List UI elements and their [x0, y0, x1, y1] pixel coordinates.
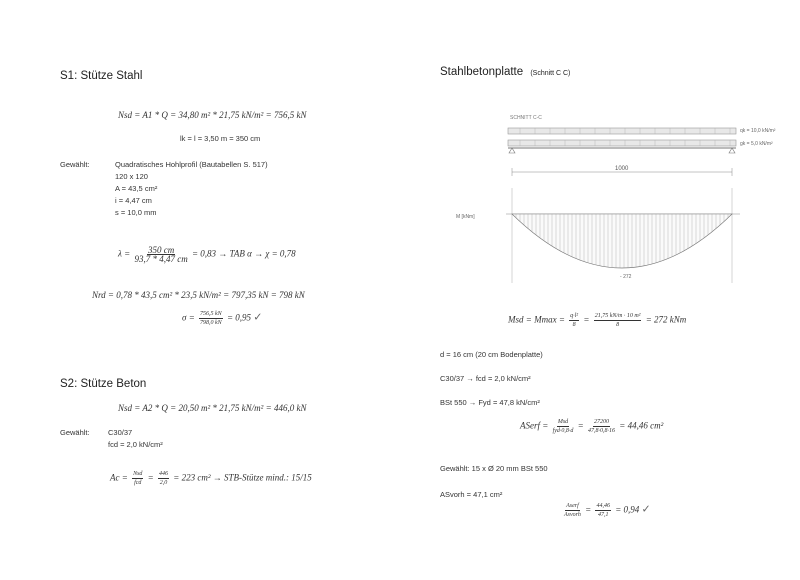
s1-normal-force-equation: Nsd = A1 * Q = 34,80 m² * 21,75 kN/m² = 756,5 kN: [118, 110, 307, 120]
s3-steel-line: BSt 550 → Fyd = 47,8 kN/cm²: [440, 398, 540, 407]
moment-axis-label: M [kNm]: [456, 214, 475, 220]
as-numerator-numeric: 27200: [594, 419, 609, 425]
right-support-icon: [729, 148, 735, 153]
as-result: = 44,46 cm²: [619, 420, 664, 431]
equals-sign: =: [583, 314, 590, 325]
moment-max-value: 272: [623, 274, 632, 280]
s1-buckling-length: lk = l = 3,50 m = 350 cm: [180, 134, 261, 143]
s3-moment-equation: [508, 312, 686, 329]
as-denominator-symbolic: fyd·0,8·d: [552, 428, 574, 434]
ac-denominator-numeric: 2,0: [159, 480, 168, 486]
as-denominator-numeric: 47,8·0,8·16: [588, 428, 615, 434]
s2-gewaehlt-label: Gewählt:: [60, 428, 90, 437]
s1-slenderness-equation: [118, 246, 296, 263]
s2-heading: S2: Stütze Beton: [60, 378, 147, 390]
sigma-prefix: σ =: [182, 312, 195, 323]
s3-reinforcement-equation: [520, 418, 663, 435]
ratio-fraction-symbolic: [564, 502, 581, 519]
s2-area-equation: [110, 470, 312, 487]
s1-profile-radius: i = 4,47 cm: [115, 196, 152, 205]
ac-numerator-symbolic: Nsd: [133, 471, 143, 477]
as-numerator-symbolic: Msd: [557, 419, 569, 425]
checkmark-icon: ✓: [253, 311, 263, 324]
diagram-title: SCHNITT C-C: [510, 115, 542, 121]
load-diagram: [470, 110, 780, 185]
ac-fraction-symbolic: [132, 470, 143, 487]
s1-profile-size: 120 x 120: [115, 172, 148, 181]
msd-denominator-symbolic: 8: [572, 322, 576, 328]
left-support-icon: [509, 148, 515, 153]
live-load-block: [508, 128, 736, 134]
s1-resistance-equation: Nrd = 0,78 * 43,5 cm² * 23,5 kN/m² = 797,35 kN = 798 kN: [92, 290, 305, 300]
s1-gewaehlt-label: Gewählt:: [60, 160, 90, 169]
msd-fraction-numeric: [594, 312, 642, 329]
ac-fraction-numeric: [158, 470, 169, 487]
ac-numerator-numeric: 446: [159, 471, 168, 477]
lambda-fraction: [134, 246, 187, 263]
s3-concrete-line: C30/37 → fcd = 2,0 kN/cm²: [440, 374, 531, 383]
msd-numerator-symbolic: q·l²: [570, 313, 579, 319]
s3-provided-area: ASvorh = 47,1 cm²: [440, 490, 503, 499]
span-label: 1000: [615, 166, 629, 172]
s2-concrete-class: C30/37: [108, 428, 133, 437]
as-prefix: ASerf =: [520, 420, 549, 431]
equals-sign: =: [577, 420, 584, 431]
ac-denominator-symbolic: fcd: [134, 480, 142, 486]
dead-load-label: gk = 5,0 kN/m²: [740, 141, 773, 147]
s1-profile-name: Quadratisches Hohlprofil (Bautabellen S. 517): [115, 160, 268, 169]
s3-subtitle: (Schnitt C C): [530, 70, 571, 77]
s2-normal-force-equation: Nsd = A2 * Q = 20,50 m² * 21,75 kN/m² = 446,0 kN: [118, 403, 307, 413]
lambda-denominator: 93,7 * 4,47 cm: [134, 254, 188, 264]
sigma-fraction: [199, 310, 223, 327]
s1-profile-area: A = 43,5 cm²: [115, 184, 158, 193]
as-fraction-numeric: [588, 418, 615, 435]
s3-title: Stahlbetonplatte: [440, 66, 524, 78]
msd-fraction-symbolic: [569, 312, 579, 329]
s2-design-strength: fcd = 2,0 kN/cm²: [108, 440, 163, 449]
ac-prefix: Ac =: [110, 472, 128, 483]
ratio-numerator-symbolic: Aserf: [566, 503, 579, 509]
ratio-numerator-numeric: 44,46: [596, 503, 610, 509]
as-fraction-symbolic: [553, 418, 574, 435]
msd-denominator-numeric: 8: [616, 322, 620, 328]
s3-chosen-reinforcement: Gewählt: 15 x Ø 20 mm BSt 550: [440, 464, 548, 473]
equals-sign: =: [147, 472, 154, 483]
lambda-numerator: 350 cm: [147, 245, 175, 255]
moment-max-label: - 272: [620, 274, 632, 280]
msd-prefix: Msd = Mmax =: [508, 314, 565, 325]
s3-ratio-equation: [562, 502, 651, 519]
sigma-result: = 0,95: [226, 312, 252, 323]
s1-profile-thickness: s = 10,0 mm: [115, 208, 157, 217]
moment-diagram: [456, 188, 780, 293]
sigma-numerator: 756,5 kN: [200, 311, 222, 317]
lambda-result: = 0,83 → TAB α → χ = 0,78: [191, 248, 296, 259]
dead-load-block: [508, 140, 736, 146]
live-load-label: qk = 10,0 kN/m²: [740, 128, 776, 134]
msd-numerator-numeric: 21,75 kN/m · 10 m²: [594, 313, 641, 319]
equals-sign: =: [585, 504, 592, 515]
msd-result: = 272 kNm: [645, 314, 687, 325]
ratio-result: = 0,94: [615, 504, 640, 515]
moment-parabola: [512, 214, 732, 268]
ac-result: = 223 cm² → STB-Stütze mind.: 15/15: [173, 472, 312, 483]
s3-thickness-line: d = 16 cm (20 cm Bodenplatte): [440, 350, 543, 359]
s1-utilization-equation: [182, 310, 262, 327]
lambda-prefix: λ =: [118, 248, 131, 259]
ratio-denominator-symbolic: Asvorh: [564, 512, 581, 518]
ratio-fraction-numeric: [595, 502, 611, 519]
checkmark-icon: ✓: [641, 503, 651, 516]
ratio-denominator-numeric: 47,1: [597, 512, 609, 518]
s3-heading: [440, 66, 570, 78]
s1-heading: S1: Stütze Stahl: [60, 70, 143, 82]
sigma-denominator: 798,0 kN: [200, 320, 222, 326]
